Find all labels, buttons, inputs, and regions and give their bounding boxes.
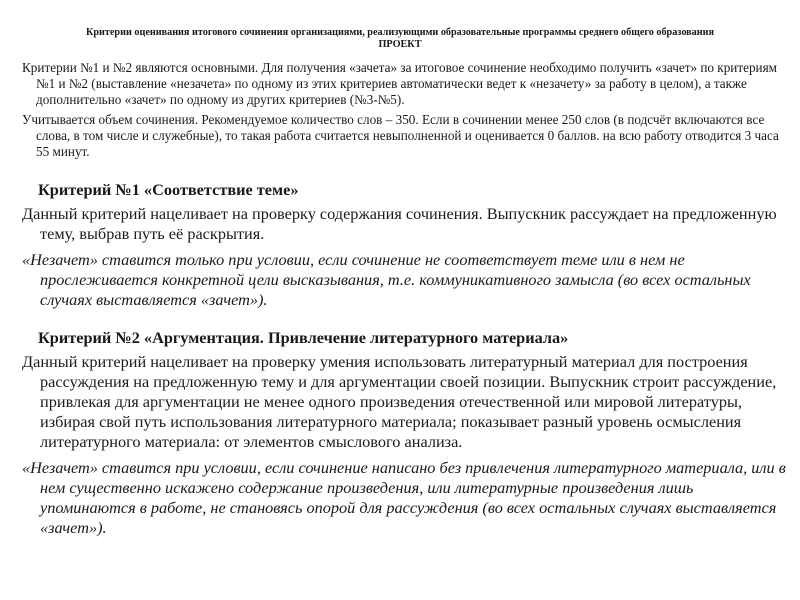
header-project-label: ПРОЕКТ [378, 38, 422, 50]
criterion-2-description: Данный критерий нацеливает на проверку умения использовать литературный материал для построения рассуждения на предложенную тему и для аргументации своей позиции. Выпускник строит рассуждение, привлекая для аргументации не менее одного произведения отечественной или мировой литературы, избирая свой путь использования литературного материала; показывает разный уровень осмысления литературного материала: от элементов смыслового анализа. [22, 352, 777, 451]
criterion-1 [20, 180, 790, 310]
criterion-2-fail-condition: «Незачет» ставится при условии, если сочинение написано без привлечения литературного материала, или в нем существенно искажено содержание произведения, или литературные произведения лишь упоминаются в работе, не становясь опорой для рассуждения (во всех остальных случаях выставляется «зачет»). [22, 458, 786, 537]
criterion-2 [20, 328, 790, 538]
intro-paragraph-main-criteria: Критерии №1 и №2 являются основными. Для получения «зачета» за итоговое сочинение необходимо получить «зачет» по критериям №1 и №2 (выставление «незачета» по одному из этих критериев автоматически ведет к «незачету» за работу в целом), а также дополнительно «зачет» по одному из других критериев (№3-№5). [22, 60, 778, 108]
criterion-1-description: Данный критерий нацеливает на проверку содержания сочинения. Выпускник рассуждает на предложенную тему, выбрав путь её раскрытия. [22, 204, 777, 243]
criterion-2-title: Критерий №2 «Аргументация. Привлечение литературного материала» [38, 328, 569, 347]
criterion-1-title: Критерий №1 «Соответствие теме» [38, 180, 299, 199]
criteria-section [20, 180, 790, 538]
header-title: Критерии оценивания итогового сочинения организациями, реализующими образовательные программы среднего общего образования [85, 27, 715, 38]
intro-section [22, 60, 782, 163]
criterion-1-fail-condition: «Незачет» ставится только при условии, если сочинение не соответствует теме или в нем не прослеживается конкретной цели высказывания, т.е. коммуникативного замысла (во всех остальных случаях выставляется «зачет»). [22, 250, 751, 309]
section-gap [20, 310, 790, 328]
intro-paragraph-volume: Учитывается объем сочинения. Рекомендуемое количество слов – 350. Если в сочинении менее 250 слов (в подсчёт включаются все слова, в том числе и служебные), то такая работа считается невыполненной и оценивается 0 баллов. на всю работу отводится 3 часа 55 минут. [22, 111, 779, 160]
document-header [40, 27, 760, 50]
